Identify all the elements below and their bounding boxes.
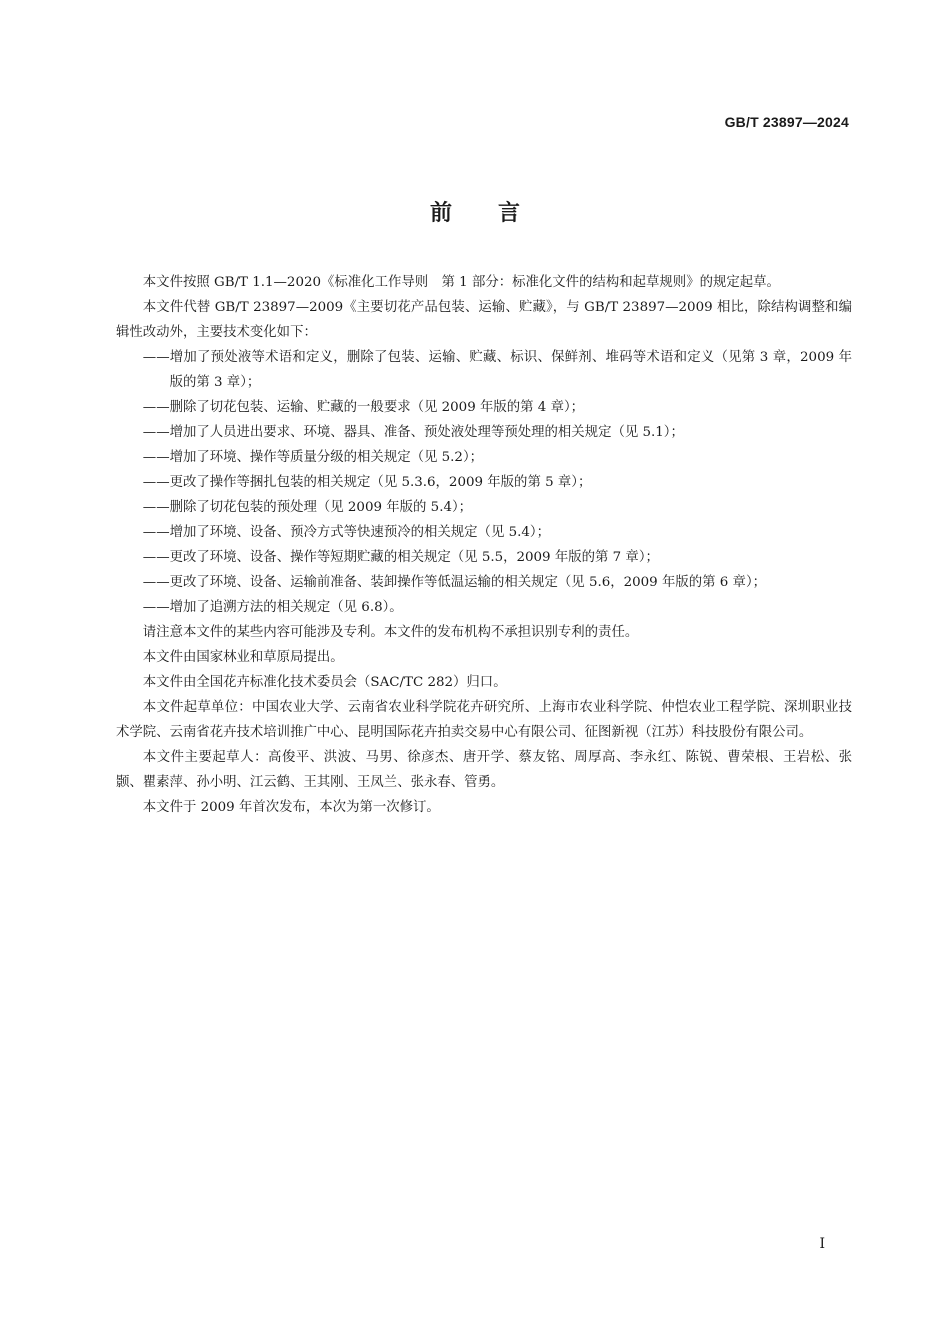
standard-number: GB/T 23897—2024: [724, 114, 849, 130]
change-item: ——删除了切花包装的预处理（见 2009 年版的 5.4）；: [142, 500, 473, 515]
page-number: I: [819, 1236, 825, 1252]
change-item: ——增加了人员进出要求、环境、器具、准备、预处液处理等预处理的相关规定（见 5.1）；: [142, 425, 684, 440]
page-title: [0, 196, 950, 227]
change-item: ——更改了环境、设备、运输前准备、装卸操作等低温运输的相关规定（见 5.6，2009 年版的第 6 章）；: [142, 575, 767, 590]
paragraph-drafting-rules: 本文件按照 GB/T 1.1—2020《标准化工作导则 第 1 部分：标准化文件的结构和起草规则》的规定起草。: [142, 275, 780, 290]
paragraph-history: 本文件于 2009 年首次发布，本次为第一次修订。: [142, 800, 440, 815]
paragraph-committee: 本文件由全国花卉标准化技术委员会（SAC/TC 282）归口。: [142, 675, 507, 690]
paragraph-drafters: 本文件主要起草人：高俊平、洪波、马男、徐彦杰、唐开学、蔡友铭、周厚高、李永红、陈锐、曹荣根、王岩松、张颢、瞿素萍、孙小明、江云鹤、王其刚、王凤兰、张永春、管勇。: [116, 750, 852, 790]
paragraph-drafting-units: 本文件起草单位：中国农业大学、云南省农业科学院花卉研究所、上海市农业科学院、仲恺农业工程学院、深圳职业技术学院、云南省花卉技术培训推广中心、昆明国际花卉拍卖交易中心有限公司、征图新视（江苏）科技股份有限公司。: [116, 700, 852, 740]
title-char-1: 前: [429, 201, 452, 226]
change-item: ——删除了切花包装、运输、贮藏的一般要求（见 2009 年版的第 4 章）；: [142, 400, 585, 415]
foreword-body: [116, 270, 852, 820]
paragraph-proposer: 本文件由国家林业和草原局提出。: [142, 650, 344, 665]
change-item: ——增加了环境、设备、预冷方式等快速预冷的相关规定（见 5.4）；: [142, 525, 550, 540]
change-item: ——更改了操作等捆扎包装的相关规定（见 5.3.6，2009 年版的第 5 章）；: [142, 475, 592, 490]
change-item: ——更改了环境、设备、操作等短期贮藏的相关规定（见 5.5，2009 年版的第 7 章）；: [142, 550, 659, 565]
paragraph-patent-notice: 请注意本文件的某些内容可能涉及专利。本文件的发布机构不承担识别专利的责任。: [142, 625, 639, 640]
change-item: ——增加了环境、操作等质量分级的相关规定（见 5.2）；: [142, 450, 484, 465]
title-char-2: 言: [498, 201, 521, 226]
change-item: ——增加了预处液等术语和定义，删除了包装、运输、贮藏、标识、保鲜剂、堆码等术语和定义（见第 3 章，2009 年版的第 3 章）；: [142, 350, 852, 390]
change-item: ——增加了追溯方法的相关规定（见 6.8）。: [142, 600, 403, 615]
paragraph-replacement: 本文件代替 GB/T 23897—2009《主要切花产品包装、运输、贮藏》，与 GB/T 23897—2009 相比，除结构调整和编辑性改动外，主要技术变化如下：: [116, 300, 852, 340]
